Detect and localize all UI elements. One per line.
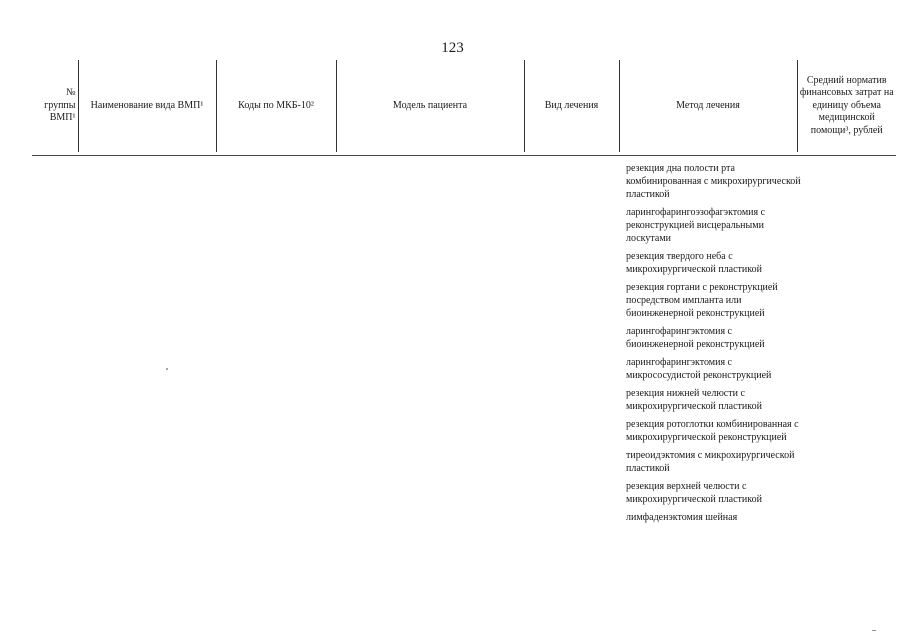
- col-patient-model: Модель пациента: [336, 60, 524, 152]
- list-item: резекция твердого неба с микрохирургической пластикой: [626, 251, 762, 275]
- list-item: резекция верхней челюсти с микрохирургической пластикой: [626, 481, 762, 505]
- col-avg-cost: Средний норматив финансовых затрат на единицу объема медицинской помощи³, рублей: [797, 60, 896, 152]
- list-item: ларингофарингоэзофагэктомия с реконструкцией висцеральными лоскутами: [626, 207, 766, 244]
- scan-speck: [166, 368, 168, 370]
- list-item: ларингофарингэктомия с биоинженерной реконструкцией: [626, 326, 765, 350]
- table-header: [32, 60, 896, 152]
- treatment-methods-list: [626, 162, 801, 529]
- list-item: лимфаденэктомия шейная: [626, 512, 738, 523]
- col-icd-codes: Коды по МКБ-10²: [216, 60, 336, 152]
- header-row: [32, 60, 896, 152]
- list-item: резекция дна полости рта комбинированная с микрохирургической пластикой: [626, 163, 801, 200]
- list-item: резекция ротоглотки комбинированная с микрохирургической реконструкцией: [626, 419, 799, 443]
- list-item: резекция нижней челюсти с микрохирургической пластикой: [626, 388, 762, 412]
- list-item: тиреоидэктомия с микрохирургической пластикой: [626, 450, 795, 474]
- col-treatment-type: Вид лечения: [524, 60, 619, 152]
- col-treatment-method: Метод лечения: [619, 60, 797, 152]
- col-group-no: № группы ВМП¹: [32, 60, 78, 152]
- list-item: резекция гортани с реконструкцией посредством импланта или биоинженерной реконструкцией: [626, 282, 778, 319]
- header-bottom-rule: [32, 155, 896, 156]
- scan-speck: [872, 630, 876, 631]
- list-item: ларингофарингэктомия с микрососудистой реконструкцией: [626, 357, 772, 381]
- page-number: 123: [441, 40, 464, 56]
- col-vmp-name: Наименование вида ВМП¹: [78, 60, 216, 152]
